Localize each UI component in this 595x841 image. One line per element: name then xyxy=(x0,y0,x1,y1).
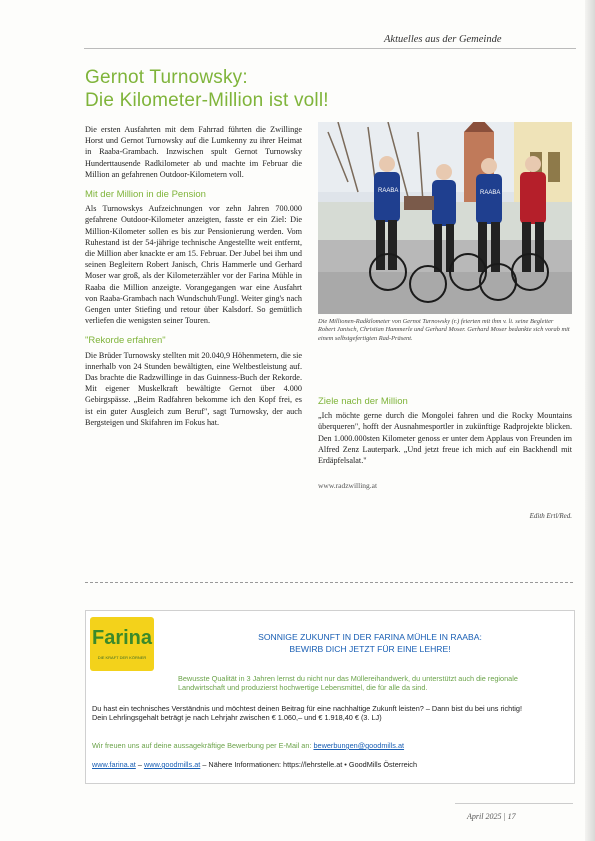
farina-logo xyxy=(90,617,154,671)
ad-intro-text: Bewusste Qualität in 3 Jahren lernst du nicht nur das Müllereihandwerk, du unterstützt auch die regionale Landwirtschaft und produzierst hochwertige Lebensmittel, die für alle da sind. xyxy=(178,674,518,693)
ad-headline-line-2: BEWIRB DICH JETZT FÜR EINE LEHRE! xyxy=(289,644,451,654)
subheading-goals: Ziele nach der Million xyxy=(318,396,408,407)
folio-rule xyxy=(455,803,573,804)
farina-advertisement xyxy=(85,610,575,784)
article-photo xyxy=(318,122,572,314)
subheading-records: "Rekorde erfahren" xyxy=(85,335,166,347)
paragraph-pension: Als Turnowskys Aufzeichnungen vor zehn Jahren 700.000 gefahrene Outdoor-Kilometer anzeigten, fasste er ein Ziel: Die Million-Kilometer sollen es bis zur Pensionierung werden. Vom Ruhestand ist der 54-jährige technische Angestellte weit entfernt, die Million aber knackte er am 15. Februar. Der Jubel bei ihm und seinen Begleitern Robert Janisch, Chris Hammerle und Gerhard Moser war groß, als der Kilometerzähler vor der Farina Mühle in Raaba die Million anzeigte. Vorangegangen war eine Ausfahrt von Raaba-Grambach nach Wundschuh/Fungl. Weiter ging's nach Gengen unter Stiefing und retour über Kalsdorf. So gemütlich verliefen die wenigsten seiner Touren. xyxy=(85,204,302,326)
photo-caption: Die Millionen-Radkilometer von Gernot Turnowsky (r.) feierten mit ihm v. li. seine Begleiter Robert Janisch, Christian Hammerle und Gerhard Moser. Gerhard Moser bedankte sich vorab mit einem selbstgefertigten Rad-Präsent. xyxy=(318,318,570,342)
paragraph-goals: „Ich möchte gerne durch die Mongolei fahren und die Rocky Mountains überqueren", hofft der Ausnahmesportler in zukünftige Radprojekte blicken. Den 1.000.000sten Kilometer genoss er unter dem Applaus von Freunden im Alfred Zenz Lauterpark. „Und jetzt freue ich mich auf ein Backhendl mit Erdäpfelsalat." xyxy=(318,411,572,466)
article-author: Edith Ertl/Red. xyxy=(529,512,572,521)
ad-application-text: Wir freuen uns auf deine aussagekräftige Bewerbung per E-Mail an: xyxy=(92,741,312,750)
article-website-link[interactable]: www.radzwilling.at xyxy=(318,481,378,491)
page-folio: April 2025 | 17 xyxy=(467,812,516,821)
paragraph-records: Die Brüder Turnowsky stellten mit 20.040,9 Höhenmetern, die sie innerhalb von 24 Stunden bewältigten, eine Weltbestleistung auf. Das brachte die Radzwillinge in das Guinness-Buch der Rekorde. Mit eigener Muskelkraft bewältigte Gernot über 4.000 Gebirgspässe. „Beim Radfahren bekomme ich den Kopf frei, es ist ein guter Ausgleich zum Beruf", sagt Turnowsky, der auch Bergsteigen und Skifahren im Fokus hat. xyxy=(85,350,302,427)
ad-salary: Dein Lehrlingsgehalt beträgt je nach Lehrjahr zwischen € 1.060,– und € 1.918,40 € (3. LJ) xyxy=(92,713,382,723)
subheading-pension: Mit der Million in die Pension xyxy=(85,189,206,201)
ad-application xyxy=(92,741,562,750)
headline-line-2: Die Kilometer-Million ist voll! xyxy=(85,90,329,111)
article-headline xyxy=(85,66,505,112)
ad-details xyxy=(92,704,562,723)
section-divider xyxy=(85,582,573,583)
svg-text:RAABA: RAABA xyxy=(480,190,501,196)
ad-footer-separator: – xyxy=(137,760,144,769)
svg-text:RAABA: RAABA xyxy=(378,188,399,194)
ad-headline-line-1: SONNIGE ZUKUNFT IN DER FARINA MÜHLE IN RAABA: xyxy=(258,632,482,642)
article-intro: Die ersten Ausfahrten mit dem Fahrrad führten die Zwillinge Horst und Gernot Turnowsky auf die Lumkenny zu ihrer Heimat in Raaba-Grambach. Inzwischen spult Gernot Turnowsky Hunderttausende Radkilometer ab und machte im Februar die Million an gefahrenen Outdoor-Kilometern voll. xyxy=(85,125,302,179)
ad-requirements: Du hast ein technisches Verständnis und möchtest deinen Beitrag für eine nachhaltige Zukunft leisten? – Dann bist du bei uns richtig! xyxy=(92,704,522,713)
ad-email-link[interactable]: bewerbungen@goodmills.at xyxy=(313,741,405,750)
page-edge-shadow xyxy=(585,0,595,841)
goodmills-website-link[interactable]: www.goodmills.at xyxy=(143,760,201,769)
headline-line-1: Gernot Turnowsky: xyxy=(85,67,248,88)
section-header: Aktuelles aus der Gemeinde xyxy=(384,34,502,45)
header-rule xyxy=(84,48,576,49)
farina-website-link[interactable]: www.farina.at xyxy=(92,760,136,769)
ad-footer-info: – Nähere Informationen: https://lehrstelle.at • GoodMills Österreich xyxy=(202,760,418,769)
cyclists-photo xyxy=(318,122,572,314)
article-left-column xyxy=(85,124,302,428)
farina-logo-tagline: DIE KRAFT DER KÖRNER xyxy=(97,655,147,660)
article-right-column xyxy=(318,387,572,523)
ad-footer xyxy=(92,760,562,769)
farina-logo-text: Farina xyxy=(91,627,153,649)
ad-headline xyxy=(170,631,570,655)
